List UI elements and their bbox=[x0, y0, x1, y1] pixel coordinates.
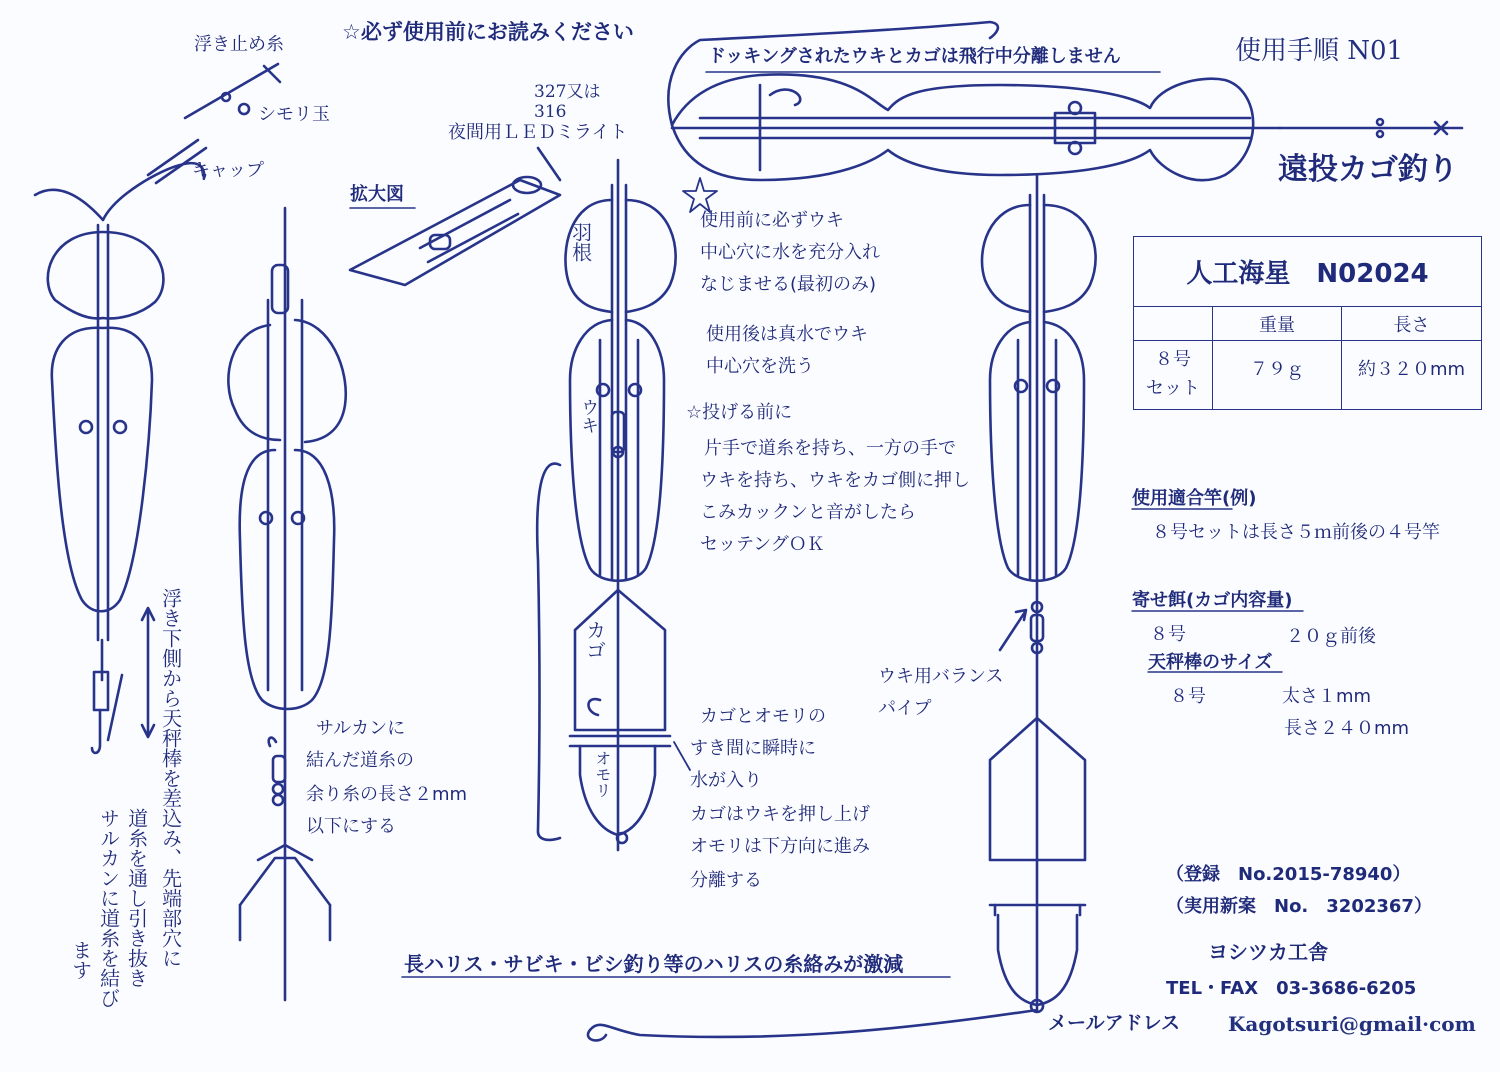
before-cast-line-3: ウキを持ち、ウキをカゴ側に押し bbox=[700, 470, 970, 491]
row-label-2: セット bbox=[1146, 378, 1200, 399]
separation-line-1: カゴとオモリの bbox=[700, 706, 826, 727]
row-label-1: ８号 bbox=[1155, 349, 1191, 371]
notice-text: ☆必ず使用前にお読みください bbox=[342, 20, 634, 44]
separation-line-3: 水が入り bbox=[690, 770, 762, 791]
star-icon bbox=[683, 178, 717, 212]
before-use-line-3: なじませる(最初のみ) bbox=[700, 274, 877, 295]
page-title: 遠投カゴ釣り bbox=[1278, 152, 1458, 187]
enlarged-led-view bbox=[350, 148, 560, 285]
balance-pipe-label-1: ウキ用バランス bbox=[878, 666, 1004, 687]
separation-line-2: すき間に瞬時に bbox=[690, 738, 816, 759]
separation-line-6: 分離する bbox=[690, 870, 762, 891]
rod-title: 使用適合竿(例) bbox=[1132, 488, 1257, 509]
bottom-note: 長ハリス・サビキ・ビシ釣り等のハリスの糸絡みが激減 bbox=[404, 952, 904, 976]
procedure-number: 使用手順 N01 bbox=[1235, 36, 1404, 66]
registration-number: （登録 No.2015-78940） bbox=[1166, 864, 1411, 885]
bar-length: 長さ２４０mm bbox=[1284, 718, 1410, 739]
after-use-line-2: 中心穴を洗う bbox=[706, 356, 814, 377]
before-cast-line-5: セッテングＯＫ bbox=[700, 534, 825, 555]
swivel-line-4: 以下にする bbox=[306, 816, 396, 837]
weight-value: ７９ｇ bbox=[1213, 341, 1342, 410]
before-cast-line-4: こみカックンと音がしたら bbox=[700, 502, 916, 523]
led-label: 夜間用ＬＥＤミライト bbox=[448, 122, 628, 143]
bait-size: ８号 bbox=[1150, 624, 1186, 645]
swivel-line-1: サルカンに bbox=[316, 718, 406, 739]
enlarged-label: 拡大図 bbox=[350, 184, 404, 205]
vertical-note-4: ます bbox=[68, 940, 93, 980]
shimori-label: シモリ玉 bbox=[258, 104, 330, 125]
mail-address[interactable]: Kagotsuri@gmail·com bbox=[1228, 1012, 1476, 1036]
float-figure-3 bbox=[537, 160, 675, 850]
led-number-label-2: 316 bbox=[534, 102, 567, 122]
mail-label: メールアドレス bbox=[1048, 1012, 1181, 1034]
spec-table-title bbox=[1134, 237, 1482, 307]
swivel-line-3: 余り糸の長さ２mm bbox=[306, 784, 468, 805]
bar-title: 天秤棒のサイズ bbox=[1148, 652, 1273, 673]
float-figure-2 bbox=[228, 208, 345, 1000]
product-model: N02024 bbox=[1316, 259, 1429, 289]
before-use-line-2: 中心穴に水を充分入れ bbox=[700, 242, 880, 263]
row-label bbox=[1134, 341, 1213, 410]
length-value: 約３２０mm bbox=[1342, 341, 1482, 410]
vertical-note-2: 道糸を通し引き抜き bbox=[124, 808, 149, 988]
led-number-label: 327又は bbox=[534, 82, 601, 102]
balance-pipe-label-2: パイプ bbox=[878, 698, 932, 719]
kago-label: カゴ bbox=[582, 620, 607, 660]
spec-empty-cell bbox=[1134, 307, 1213, 341]
company-name: ヨシツカ工舎 bbox=[1208, 940, 1328, 964]
separation-line-5: オモリは下方向に進み bbox=[690, 836, 870, 857]
rod-text: ８号セットは長さ５ｍ前後の４号竿 bbox=[1152, 522, 1440, 543]
vertical-note-3: サルカンに道糸を結び bbox=[96, 808, 121, 1008]
docking-text: ドッキングされたウキとカゴは飛行中分離しません bbox=[708, 46, 1121, 67]
bar-size: ８号 bbox=[1170, 686, 1206, 707]
float-figure-4 bbox=[588, 175, 1096, 1040]
swivel-line-2: 結んだ道糸の bbox=[306, 750, 414, 771]
bait-amount: ２０ｇ前後 bbox=[1286, 626, 1376, 647]
col-length: 長さ bbox=[1342, 307, 1482, 341]
feather-label: 羽根 bbox=[568, 222, 593, 262]
float-stop-label: 浮き止め糸 bbox=[194, 34, 284, 55]
after-use-line-1: 使用後は真水でウキ bbox=[706, 324, 868, 345]
bait-title: 寄せ餌(カゴ内容量) bbox=[1132, 590, 1293, 611]
cap-label: キャップ bbox=[192, 160, 264, 181]
uki-label: ウキ bbox=[578, 398, 600, 434]
col-weight: 重量 bbox=[1213, 307, 1342, 341]
before-use-line-1: 使用前に必ずウキ bbox=[700, 210, 844, 231]
bar-thickness: 太さ１mm bbox=[1282, 686, 1372, 707]
tel-fax: TEL・FAX 03-3686-6205 bbox=[1166, 978, 1417, 999]
spec-table bbox=[1133, 236, 1482, 410]
before-cast-line-2: 片手で道糸を持ち、一方の手で bbox=[704, 438, 956, 459]
vertical-note-1: 浮き下側から天秤棒を差込み、先端部穴に bbox=[158, 588, 183, 968]
utility-model-number: （実用新案 No. 3202367） bbox=[1166, 896, 1432, 917]
before-cast-line-1: ☆投げる前に bbox=[686, 402, 793, 423]
product-name: 人工海星 bbox=[1186, 259, 1291, 289]
separation-line-4: カゴはウキを押し上げ bbox=[690, 804, 870, 825]
omori-label: オモリ bbox=[592, 750, 612, 798]
